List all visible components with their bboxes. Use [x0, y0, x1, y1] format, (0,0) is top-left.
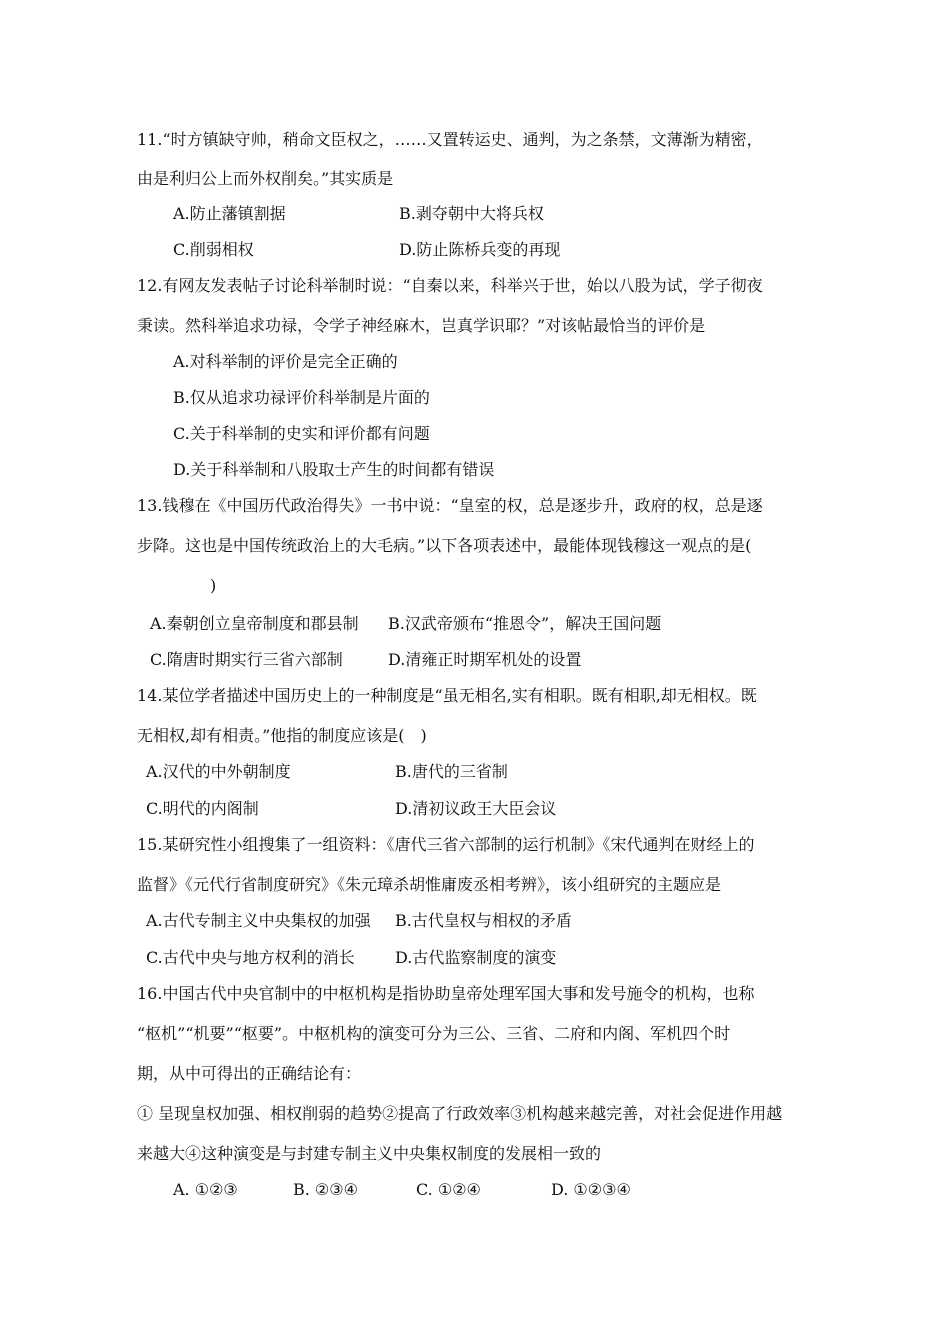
question-16-stem-line-4: ① 呈现皇权加强、相权削弱的趋势②提高了行政效率③机构越来越完善，对社会促进作用越 — [137, 1104, 783, 1123]
question-16-stem-line-2: “枢机”“机要”“枢要”。中枢机构的演变可分为三公、三省、二府和内阁、军机四个时 — [137, 1024, 731, 1043]
question-15-option-b: B.古代皇权与相权的矛盾 — [395, 911, 572, 930]
question-15-stem-line-1: 15.某研究性小组搜集了一组资料：《唐代三省六部制的运行机制》《宋代通判在财经上的 — [137, 835, 755, 854]
question-13-stem-line-3: ) — [210, 576, 217, 595]
question-13-stem-line-1: 13.钱穆在《中国历代政治得失》一书中说：“皇室的权，总是逐步升，政府的权，总是逐 — [137, 496, 763, 515]
question-16-stem-line-3: 期，从中可得出的正确结论有： — [137, 1064, 362, 1083]
question-14-option-c: C.明代的内阁制 — [146, 799, 259, 818]
question-14-option-d: D.清初议政王大臣会议 — [395, 799, 557, 818]
question-16-option-a: A. ①②③ — [173, 1180, 238, 1199]
question-16-stem-line-1: 16.中国古代中央官制中的中枢机构是指协助皇帝处理军国大事和发号施令的机构，也称 — [137, 984, 755, 1003]
question-14-stem-line-2: 无相权,却有相责。”他指的制度应该是( ) — [137, 726, 427, 745]
question-13-stem-line-2: 步降。这也是中国传统政治上的大毛病。”以下各项表述中，最能体现钱穆这一观点的是( — [137, 536, 752, 555]
question-16-option-d: D. ①②③④ — [551, 1180, 631, 1199]
question-14-stem-line-1: 14.某位学者描述中国历史上的一种制度是“虽无相名,实有相职。既有相职,却无相权。既 — [137, 686, 757, 705]
question-13-option-a: A.秦朝创立皇帝制度和郡县制 — [150, 614, 359, 633]
question-14-option-a: A.汉代的中外朝制度 — [146, 762, 291, 781]
question-13-option-b: B.汉武帝颁布“推恩令”，解决王国问题 — [388, 614, 662, 633]
question-15-stem-line-2: 监督》《元代行省制度研究》《朱元璋杀胡惟庸废丞相考辨》，该小组研究的主题应是 — [137, 875, 722, 894]
question-12-stem-line-1: 12.有网友发表帖子讨论科举制时说：“自秦以来，科举兴于世，始以八股为试，学子彻夜 — [137, 276, 763, 295]
question-12-stem-line-2: 秉读。然科举追求功禄，令学子神经麻木，岂真学识耶？”对该帖最恰当的评价是 — [137, 316, 706, 335]
question-11-option-a: A.防止藩镇割据 — [173, 204, 286, 223]
question-14-option-b: B.唐代的三省制 — [395, 762, 508, 781]
question-13-option-c: C.隋唐时期实行三省六部制 — [150, 650, 343, 669]
question-16-stem-line-5: 来越大④这种演变是与封建专制主义中央集权制度的发展相一致的 — [137, 1144, 602, 1163]
question-16-option-b: B. ②③④ — [293, 1180, 358, 1199]
question-12-option-c: C.关于科举制的史实和评价都有问题 — [173, 424, 430, 443]
question-12-option-b: B.仅从追求功禄评价科举制是片面的 — [173, 388, 430, 407]
question-12-option-d: D.关于科举制和八股取士产生的时间都有错误 — [173, 460, 495, 479]
question-11-stem-line-1: 11.“时方镇缺守帅，稍命文臣权之，……又置转运史、通判，为之条禁，文薄渐为精密， — [137, 130, 763, 149]
question-15-option-d: D.古代监察制度的演变 — [395, 948, 557, 967]
question-11-stem-line-2: 由是利归公上而外权削矣。”其实质是 — [137, 169, 394, 188]
question-11-option-c: C.削弱相权 — [173, 240, 254, 259]
question-16-option-c: C. ①②④ — [416, 1180, 481, 1199]
question-11-option-b: B.剥夺朝中大将兵权 — [399, 204, 544, 223]
question-15-option-c: C.古代中央与地方权利的消长 — [146, 948, 355, 967]
question-13-option-d: D.清雍正时期军机处的设置 — [388, 650, 582, 669]
question-12-option-a: A.对科举制的评价是完全正确的 — [173, 352, 398, 371]
question-11-option-d: D.防止陈桥兵变的再现 — [399, 240, 561, 259]
question-15-option-a: A.古代专制主义中央集权的加强 — [146, 911, 371, 930]
